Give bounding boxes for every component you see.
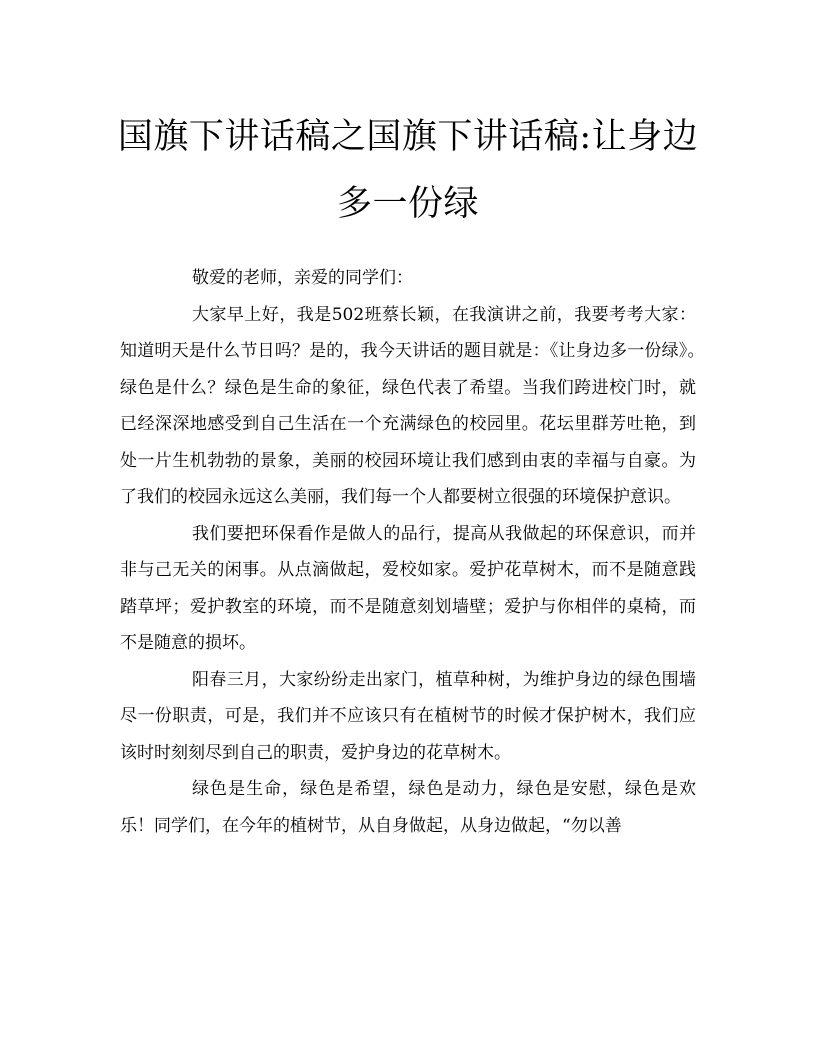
paragraph-4: 绿色是生命，绿色是希望，绿色是动力，绿色是安慰，绿色是欢乐！同学们，在今年的植树节，从自身做起，从身边做起，“勿以善 [120,779,696,836]
paragraph-1: 大家早上好，我是502班蔡长颖，在我演讲之前，我要考考大家：知道明天是什么节日吗？是的，我今天讲话的题目就是：《让身边多一份绿》。 绿色是什么？绿色是生命的象征，绿色代表了希望。当我们跨进校门时，就已经深深地感受到自己生活在一个充满绿色的校园里。花坛里群芳吐艳，到处一片生机勃勃的景象，美丽的校园环境让我们感到由衷的幸福与自豪。为了我们的校园永远这么美丽，我们每一个人都要树立很强的环境保护意识。 [120,304,736,507]
salutation: 敬爱的老师，亲爱的同学们： [192,268,413,288]
title-line-2: 多一份绿 [336,184,479,224]
document-body [120,260,736,844]
paragraph-2: 我们要把环保看作是做人的品行，提高从我做起的环保意识，而并非与己无关的闲事。从点滴做起，爱校如家。爱护花草树木，而不是随意践踏草坪；爱护教室的环境，而不是随意刻划墙壁；爱护与你相伴的桌椅，而不是随意的损坏。 [120,523,696,653]
document-title [100,104,716,238]
paragraph-3: 阳春三月，大家纷纷走出家门，植草种树，为维护身边的绿色围墙尽一份职责，可是，我们并不应该只有在植树节的时候才保护树木，我们应该时时刻刻尽到自己的职责，爱护身边的花草树木。 [120,669,696,763]
title-line-1: 国旗下讲话稿之国旗下讲话稿:让身边 [117,117,699,157]
